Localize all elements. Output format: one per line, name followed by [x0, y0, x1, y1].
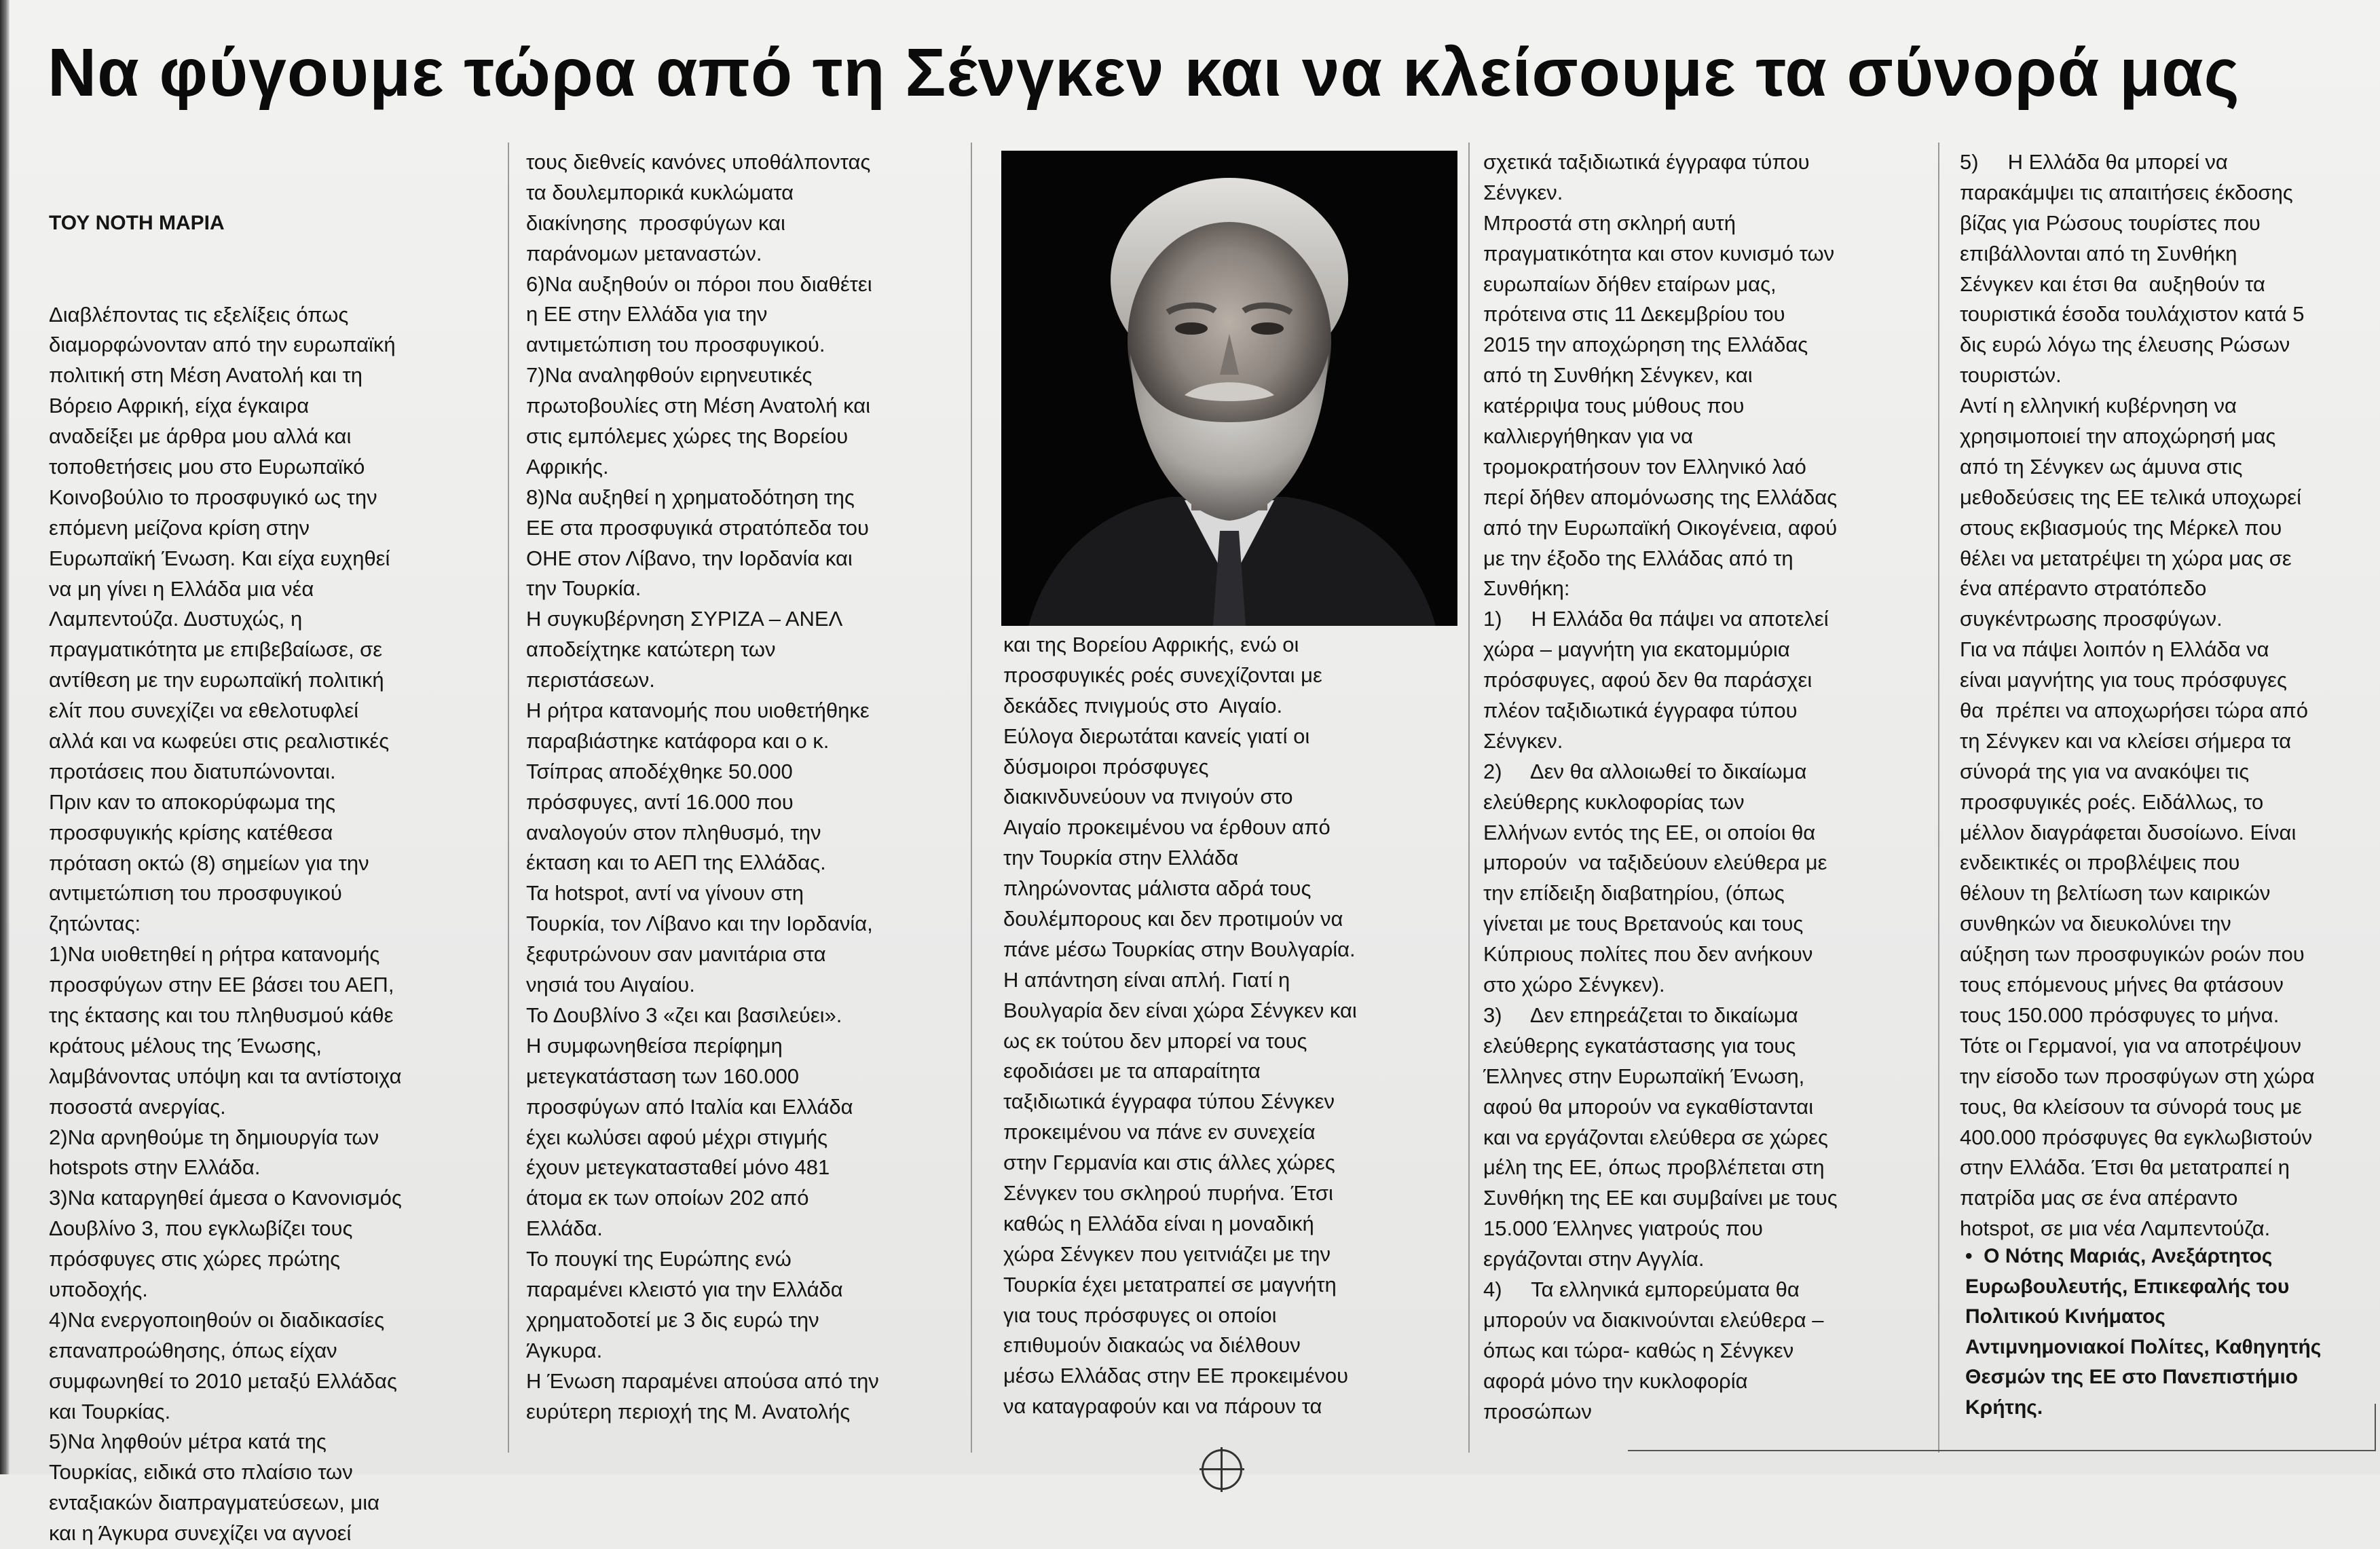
- text-line: Συνθήκη της ΕΕ και συμβαίνει με τους: [1483, 1186, 1838, 1210]
- text-line: πρωτοβουλίες στη Μέση Ανατολή και: [526, 394, 871, 418]
- text-line: Τότε οι Γερμανοί, για να αποτρέψουν: [1960, 1033, 2302, 1058]
- text-line: όπως και τώρα- καθώς η Σένγκεν: [1483, 1338, 1794, 1362]
- text-line: Τα hotspot, αντί να γίνουν στη: [526, 881, 804, 906]
- text-line: 15.000 Έλληνες γιατρούς που: [1483, 1216, 1763, 1241]
- text-line: χώρα Σένγκεν που γειτνιάζει με την: [1003, 1242, 1331, 1266]
- text-line: πλέον ταξιδιωτικά έγγραφα τύπου: [1483, 698, 1798, 723]
- signature-line: Κρήτης.: [1965, 1396, 2043, 1419]
- page-edge-shadow: [0, 0, 10, 1474]
- text-line: Άγκυρα.: [526, 1338, 603, 1362]
- article-headline: Να φύγουμε τώρα από τη Σένγκεν και να κλείσουμε τα σύνορά μας: [48, 35, 2240, 111]
- text-line: αφορά μόνο την κυκλοφορία: [1483, 1368, 1748, 1393]
- text-line: Κύπριους πολίτες που δεν ανήκουν: [1483, 942, 1813, 967]
- text-line: Ελλήνων εντός της ΕΕ, οι οποίοι θα: [1483, 820, 1816, 844]
- text-line: πρόσφυγες, αφού δεν θα παράσχει: [1483, 668, 1812, 692]
- text-line: μπορούν να ταξιδεύουν ελεύθερα με: [1483, 851, 1827, 875]
- text-line: συνθηκών να διευκολύνει την: [1960, 912, 2231, 936]
- text-line: Η συμφωνηθείσα περίφημη: [526, 1033, 783, 1058]
- text-line: ενδεικτικές οι προβλέψεις που: [1960, 851, 2240, 875]
- column-rule-1: [508, 143, 509, 1453]
- text-line: Η ρήτρα κατανομής που υιοθετήθηκε: [526, 698, 870, 723]
- author-photo: [1001, 151, 1457, 626]
- text-line: προσώπων: [1483, 1399, 1592, 1423]
- text-line: και της Βορείου Αφρικής, ενώ οι: [1003, 633, 1299, 656]
- text-line: σχετικά ταξιδιωτικά έγγραφα τύπου: [1483, 150, 1810, 174]
- text-line: προσφυγικές ροές. Ειδάλλως, το: [1960, 789, 2264, 814]
- signature-line: Θεσμών της ΕΕ στο Πανεπιστήμιο: [1965, 1366, 2299, 1388]
- text-line: Δουβλίνο 3, που εγκλωβίζει τους: [49, 1216, 353, 1241]
- text-line: έχει κωλύσει αφού μέχρι στιγμής: [526, 1125, 828, 1149]
- signature-frame: [1628, 1404, 2376, 1451]
- text-line: ένα απέραντο στρατόπεδο: [1960, 576, 2207, 601]
- text-line: μέλη της ΕΕ, όπως προβλέπεται στη: [1483, 1155, 1825, 1180]
- text-line: υποδοχής.: [49, 1277, 148, 1302]
- article-column-5: [1960, 147, 2315, 1244]
- text-line: πρόσφυγες, αντί 16.000 που: [526, 789, 794, 814]
- text-line: ζητώντας:: [49, 912, 141, 936]
- text-line: Τουρκία, τον Λίβανο και την Ιορδανία,: [526, 912, 873, 936]
- text-line: διαμορφώνονταν από την ευρωπαϊκή: [49, 333, 396, 357]
- text-line: 1)Να υιοθετηθεί η ρήτρα κατανομής: [49, 942, 380, 967]
- text-line: Για να πάψει λοιπόν η Ελλάδα να: [1960, 637, 2269, 662]
- text-line: χώρα – μαγνήτη για εκατομμύρια: [1483, 637, 1790, 662]
- text-line: τοποθετήσεις μου στο Ευρωπαϊκό: [49, 454, 365, 479]
- article-column-3: [1003, 630, 1357, 1422]
- signature-line: • Ο Νότης Μαριάς, Ανεξάρτητος: [1965, 1245, 2273, 1267]
- text-line: συμφωνηθεί το 2010 μεταξύ Ελλάδας: [49, 1368, 397, 1393]
- text-line: και Τουρκίας.: [49, 1399, 171, 1423]
- text-line: την Τουρκία στην Ελλάδα: [1003, 846, 1239, 870]
- text-line: άτομα εκ των οποίων 202 από: [526, 1186, 809, 1210]
- text-line: 4) Τα ελληνικά εμπορεύματα θα: [1483, 1277, 1800, 1301]
- text-line: θέλει να μετατρέψει τη χώρα μας σε: [1960, 546, 2292, 570]
- text-line: 4)Να ενεργοποιηθούν οι διαδικασίες: [49, 1307, 385, 1332]
- author-signature: [1965, 1242, 2321, 1423]
- text-line: διακίνησης προσφύγων και: [526, 210, 785, 235]
- text-line: μέλλον διαγράφεται δυσοίωνο. Είναι: [1960, 820, 2297, 844]
- text-line: δύσμοιροι πρόσφυγες: [1003, 754, 1209, 779]
- text-line: και η Άγκυρα συνεχίζει να αγνοεί: [49, 1521, 352, 1546]
- text-line: Η απάντηση είναι απλή. Γιατί η: [1003, 967, 1290, 992]
- text-line: τη Σένγκεν και να κλείσει σήμερα τα: [1960, 728, 2292, 753]
- text-line: 2)Να αρνηθούμε τη δημιουργία των: [49, 1125, 379, 1149]
- text-line: στους εκβιασμούς της Μέρκελ που: [1960, 515, 2282, 540]
- text-line: Αφρικής.: [526, 454, 609, 479]
- text-line: καθώς η Ελλάδα είναι η μοναδική: [1003, 1211, 1314, 1235]
- text-line: κράτους μέλους της Ένωσης,: [49, 1033, 322, 1058]
- text-line: Πριν καν το αποκορύφωμα της: [49, 789, 336, 814]
- text-line: τους 150.000 πρόσφυγες το μήνα.: [1960, 1003, 2280, 1027]
- text-line: 2015 την αποχώρηση της Ελλάδας: [1483, 333, 1808, 357]
- text-line: αντιμετώπιση του προσφυγικού: [49, 881, 342, 906]
- text-line: πολιτική στη Μέση Ανατολή και τη: [49, 363, 363, 388]
- text-line: Κοινοβούλιο το προσφυγικό ως την: [49, 485, 377, 509]
- signature-line: Αντιμνημονιακοί Πολίτες, Καθηγητής: [1965, 1335, 2322, 1358]
- text-line: σύνορά της για να ανακόψει τις: [1960, 759, 2250, 783]
- text-line: Η συγκυβέρνηση ΣΥΡΙΖΑ – ΑΝΕΛ: [526, 607, 843, 631]
- text-line: προσφύγων από Ιταλία και Ελλάδα: [526, 1094, 853, 1119]
- text-line: Σένγκεν.: [1483, 180, 1563, 204]
- text-line: η ΕΕ στην Ελλάδα για την: [526, 302, 768, 326]
- text-line: έχουν μετεγκατασταθεί μόνο 481: [526, 1155, 830, 1180]
- article-column-4: [1483, 147, 1838, 1427]
- text-line: βίζας για Ρώσους τουρίστες που: [1960, 210, 2261, 235]
- text-line: 5) Η Ελλάδα θα μπορεί να: [1960, 150, 2228, 174]
- text-line: 7)Να αναληφθούν ειρηνευτικές: [526, 363, 813, 388]
- text-line: θέλουν τη βελτίωση των καιρικών: [1960, 881, 2271, 906]
- text-line: Εύλογα διερωτάται κανείς γιατί οι: [1003, 724, 1310, 748]
- signature-line: Πολιτικού Κινήματος: [1965, 1305, 2165, 1328]
- text-line: εργάζονται στην Αγγλία.: [1483, 1247, 1705, 1271]
- text-line: την είσοδο των προσφύγων στη χώρα: [1960, 1064, 2315, 1088]
- text-line: Το πουγκί της Ευρώπης ενώ: [526, 1247, 792, 1271]
- text-line: και να εργάζονται ελεύθερα σε χώρες: [1483, 1125, 1828, 1149]
- text-line: να μη γίνει η Ελλάδα μια νέα: [49, 576, 314, 601]
- text-line: ελίτ που συνεχίζει να εθελοτυφλεί: [49, 698, 359, 723]
- text-line: τα δουλεμπορικά κυκλώματα: [526, 180, 794, 204]
- text-line: επιβάλλονται από τη Συνθήκη: [1960, 241, 2237, 265]
- text-line: Βόρειο Αφρική, είχα έγκαιρα: [49, 394, 310, 418]
- text-line: παραβιάστηκε κατάφορα και ο κ.: [526, 728, 830, 753]
- signature-line: Ευρωβουλευτής, Επικεφαλής του: [1965, 1275, 2290, 1298]
- text-line: μετεγκατάσταση των 160.000: [526, 1064, 800, 1088]
- text-line: Ελλάδα.: [526, 1216, 603, 1241]
- text-line: στην Ελλάδα. Έτσι θα μετατραπεί η: [1960, 1155, 2290, 1180]
- text-line: Συνθήκη:: [1483, 576, 1570, 601]
- text-line: στο χώρο Σένγκεν).: [1483, 973, 1665, 997]
- text-line: μπορούν να διακινούνται ελεύθερα –: [1483, 1307, 1824, 1332]
- text-line: τους διεθνείς κανόνες υποθάλποντας: [526, 150, 871, 174]
- text-line: χρηματοδοτεί με 3 δις ευρώ την: [526, 1307, 819, 1332]
- text-line: ΟΗΕ στον Λίβανο, την Ιορδανία και: [526, 546, 853, 570]
- text-line: επιθυμούν διακαώς να διέλθουν: [1003, 1333, 1301, 1358]
- text-line: καλλιεργήθηκαν για να: [1483, 424, 1694, 449]
- text-line: προσφύγων στην ΕΕ βάσει του ΑΕΠ,: [49, 973, 394, 997]
- text-line: για τους πρόσφυγες οι οποίοι: [1003, 1303, 1277, 1327]
- text-line: από την Ευρωπαϊκή Οικογένεια, αφού: [1483, 515, 1838, 540]
- text-line: επόμενη μείζονα κρίση στην: [49, 515, 310, 540]
- text-line: ποσοστά ανεργίας.: [49, 1094, 226, 1119]
- text-line: εφοδιάσει με τα απαραίτητα: [1003, 1059, 1261, 1083]
- text-line: Σένγκεν.: [1483, 728, 1563, 753]
- text-line: προσφυγικής κρίσης κατέθεσα: [49, 820, 333, 844]
- text-line: χρησιμοποιεί την αποχώρησή μας: [1960, 424, 2276, 449]
- column-rule-2: [971, 143, 972, 1453]
- text-line: Αιγαίο προκειμένου να έρθουν από: [1003, 815, 1331, 840]
- text-line: κατέρριψα τους μύθους που: [1483, 394, 1745, 418]
- text-line: αφού θα μπορούν να εγκαθίστανται: [1483, 1094, 1814, 1119]
- text-line: Μπροστά στη σκληρή αυτή: [1483, 210, 1736, 235]
- text-line: Η Ένωση παραμένει απούσα από την: [526, 1368, 879, 1393]
- text-line: ταξιδιωτικά έγγραφα τύπου Σένγκεν: [1003, 1089, 1335, 1114]
- text-line: με την έξοδο της Ελλάδας από τη: [1483, 546, 1793, 570]
- text-line: προτάσεις που διατυπώνονται.: [49, 759, 336, 783]
- text-line: Το Δουβλίνο 3 «ζει και βασιλεύει».: [526, 1003, 842, 1027]
- text-line: πρόταση οκτώ (8) σημείων για την: [49, 851, 369, 875]
- text-line: την επίδειξη διαβατηρίου, (όπως: [1483, 881, 1785, 906]
- text-line: ως εκ τούτου δεν μπορεί να τους: [1003, 1028, 1307, 1053]
- text-line: 8)Να αυξηθεί η χρηματοδότηση της: [526, 485, 855, 509]
- text-line: παραμένει κλειστό για την Ελλάδα: [526, 1277, 843, 1301]
- text-line: 400.000 πρόσφυγες θα εγκλωβιστούν: [1960, 1125, 2313, 1149]
- text-line: αντιμετώπιση του προσφυγικού.: [526, 333, 825, 357]
- author-portrait-image: [1001, 151, 1457, 626]
- text-line: Ευρωπαϊκή Ένωση. Και είχα ευχηθεί: [49, 546, 390, 570]
- article-column-1: [49, 147, 402, 1549]
- text-line: ξεφυτρώνουν σαν μανιτάρια στα: [526, 942, 826, 967]
- text-line: περί δήθεν απομόνωσης της Ελλάδας: [1483, 485, 1838, 509]
- text-line: μεθοδεύσεις της ΕΕ τελικά υποχωρεί: [1960, 485, 2301, 509]
- text-line: Σένγκεν και έτσι θα αυξηθούν τα: [1960, 272, 2265, 296]
- text-line: Βουλγαρία δεν είναι χώρα Σένγκεν και: [1003, 998, 1357, 1022]
- column-rule-4: [1938, 143, 1939, 1453]
- text-line: 3)Να καταργηθεί άμεσα ο Κανονισμός: [49, 1186, 402, 1210]
- text-line: πατρίδα μας σε ένα απέραντο: [1960, 1186, 2238, 1210]
- text-line: πρόσφυγες στις χώρες πρώτης: [49, 1247, 341, 1271]
- text-line: περιστάσεων.: [526, 668, 655, 692]
- text-line: δις ευρώ λόγω της έλευσης Ρώσων: [1960, 333, 2290, 357]
- text-line: νησιά του Αιγαίου.: [526, 973, 695, 997]
- text-line: τρομοκρατήσουν τον Ελληνικό λαό: [1483, 454, 1806, 479]
- text-line: Τουρκία έχει μετατραπεί σε μαγνήτη: [1003, 1272, 1337, 1296]
- text-line: δουλέμπορους και δεν προτιμούν να: [1003, 907, 1343, 931]
- article-byline: ΤΟΥ ΝΟΤΗ ΜΑΡΙΑ: [49, 211, 225, 234]
- text-line: έκταση και το ΑΕΠ της Ελλάδας.: [526, 851, 826, 875]
- text-line: στις εμπόλεμες χώρες της Βορείου: [526, 424, 849, 449]
- text-line: ευρωπαίων δήθεν εταίρων μας,: [1483, 272, 1777, 296]
- registration-mark-icon: [1202, 1449, 1242, 1490]
- text-line: πάνε μέσω Τουρκίας στην Βουλγαρία.: [1003, 937, 1356, 961]
- text-line: τουριστών.: [1960, 363, 2062, 388]
- article-column-2: [526, 147, 879, 1427]
- text-line: παράνομων μεταναστών.: [526, 241, 762, 265]
- text-line: παρακάμψει τις απαιτήσεις έκδοσης: [1960, 180, 2293, 204]
- text-line: θα πρέπει να αποχωρήσει τώρα από: [1960, 698, 2308, 723]
- text-line: από τη Σένγκεν ως άμυνα στις: [1960, 454, 2243, 479]
- text-line: δεκάδες πνιγμούς στο Αιγαίο.: [1003, 693, 1283, 717]
- text-line: Τσίπρας αποδέχθηκε 50.000: [526, 759, 793, 783]
- text-line: προκειμένου να πάνε εν συνεχεία: [1003, 1120, 1316, 1144]
- text-line: πληρώνοντας μάλιστα αδρά τους: [1003, 876, 1312, 901]
- text-line: συγκέντρωσης προσφύγων.: [1960, 607, 2223, 631]
- text-line: 5)Να ληφθούν μέτρα κατά της: [49, 1430, 327, 1454]
- text-line: ελεύθερης κυκλοφορίας των: [1483, 789, 1745, 814]
- text-line: hotspot, σε μια νέα Λαμπεντούζα.: [1960, 1216, 2271, 1241]
- text-line: αντίθεση με την ευρωπαϊκή πολιτική: [49, 668, 384, 692]
- text-line: 3) Δεν επηρεάζεται το δικαίωμα: [1483, 1003, 1798, 1027]
- text-line: hotspots στην Ελλάδα.: [49, 1155, 261, 1180]
- text-line: πραγματικότητα και στον κυνισμό των: [1483, 241, 1835, 265]
- text-line: Έλληνες στην Ευρωπαϊκή Ένωση,: [1483, 1064, 1805, 1088]
- text-line: αποδείχτηκε κατώτερη των: [526, 637, 776, 662]
- text-line: τουριστικά έσοδα τουλάχιστον κατά 5: [1960, 302, 2305, 326]
- text-line: 2) Δεν θα αλλοιωθεί το δικαίωμα: [1483, 759, 1807, 783]
- text-line: μέσω Ελλάδας στην ΕΕ προκειμένου: [1003, 1364, 1349, 1388]
- text-line: της έκτασης και του πληθυσμού κάθε: [49, 1003, 394, 1027]
- text-line: Σένγκεν του σκληρού πυρήνα. Έτσι: [1003, 1181, 1333, 1206]
- text-line: από τη Συνθήκη Σένγκεν, και: [1483, 363, 1753, 388]
- text-line: 1) Η Ελλάδα θα πάψει να αποτελεί: [1483, 607, 1829, 631]
- text-line: αλλά και να κωφεύει στις ρεαλιστικές: [49, 728, 390, 753]
- text-line: προσφυγικές ροές συνεχίζονται με: [1003, 662, 1322, 687]
- text-line: Τουρκίας, ειδικά στο πλαίσιο των: [49, 1460, 353, 1485]
- text-line: ΕΕ στα προσφυγικά στρατόπεδα του: [526, 515, 869, 540]
- text-line: Λαμπεντούζα. Δυστυχώς, η: [49, 607, 303, 631]
- text-line: τους επόμενους μήνες θα φτάσουν: [1960, 973, 2284, 997]
- text-line: ελεύθερης εγκατάστασης για τους: [1483, 1033, 1796, 1058]
- text-line: πραγματικότητα με επιβεβαίωσε, σε: [49, 637, 383, 662]
- text-line: την Τουρκία.: [526, 576, 642, 601]
- text-line: αναλογούν στον πληθυσμό, την: [526, 820, 821, 844]
- text-line: διακινδυνεύουν να πνιγούν στο: [1003, 785, 1293, 809]
- text-line: γίνεται με τους Βρετανούς και τους: [1483, 912, 1804, 936]
- text-line: πρότεινα στις 11 Δεκεμβρίου του: [1483, 302, 1785, 326]
- text-line: Αντί η ελληνική κυβέρνηση να: [1960, 394, 2237, 418]
- text-line: Διαβλέποντας τις εξελίξεις όπως: [49, 302, 349, 326]
- text-line: λαμβάνοντας υπόψη και τα αντίστοιχα: [49, 1064, 402, 1088]
- column-rule-3: [1468, 143, 1470, 1453]
- text-line: ευρύτερη περιοχή της Μ. Ανατολής: [526, 1399, 851, 1423]
- text-line: ενταξιακών διαπραγματεύσεων, μια: [49, 1491, 380, 1515]
- text-line: να καταγραφούν και να πάρουν τα: [1003, 1394, 1322, 1419]
- text-line: τους, θα κλείσουν τα σύνορά τους με: [1960, 1094, 2302, 1119]
- text-line: 6)Να αυξηθούν οι πόροι που διαθέτει: [526, 272, 872, 296]
- text-line: αύξηση των προσφυγικών ροών που: [1960, 942, 2305, 967]
- text-line: επαναπροώθησης, όπως είχαν: [49, 1338, 337, 1362]
- text-line: είναι μαγνήτης για τους πρόσφυγες: [1960, 668, 2287, 692]
- text-line: αναδείξει με άρθρα μου αλλά και: [49, 424, 352, 449]
- text-line: στην Γερμανία και στις άλλες χώρες: [1003, 1151, 1335, 1175]
